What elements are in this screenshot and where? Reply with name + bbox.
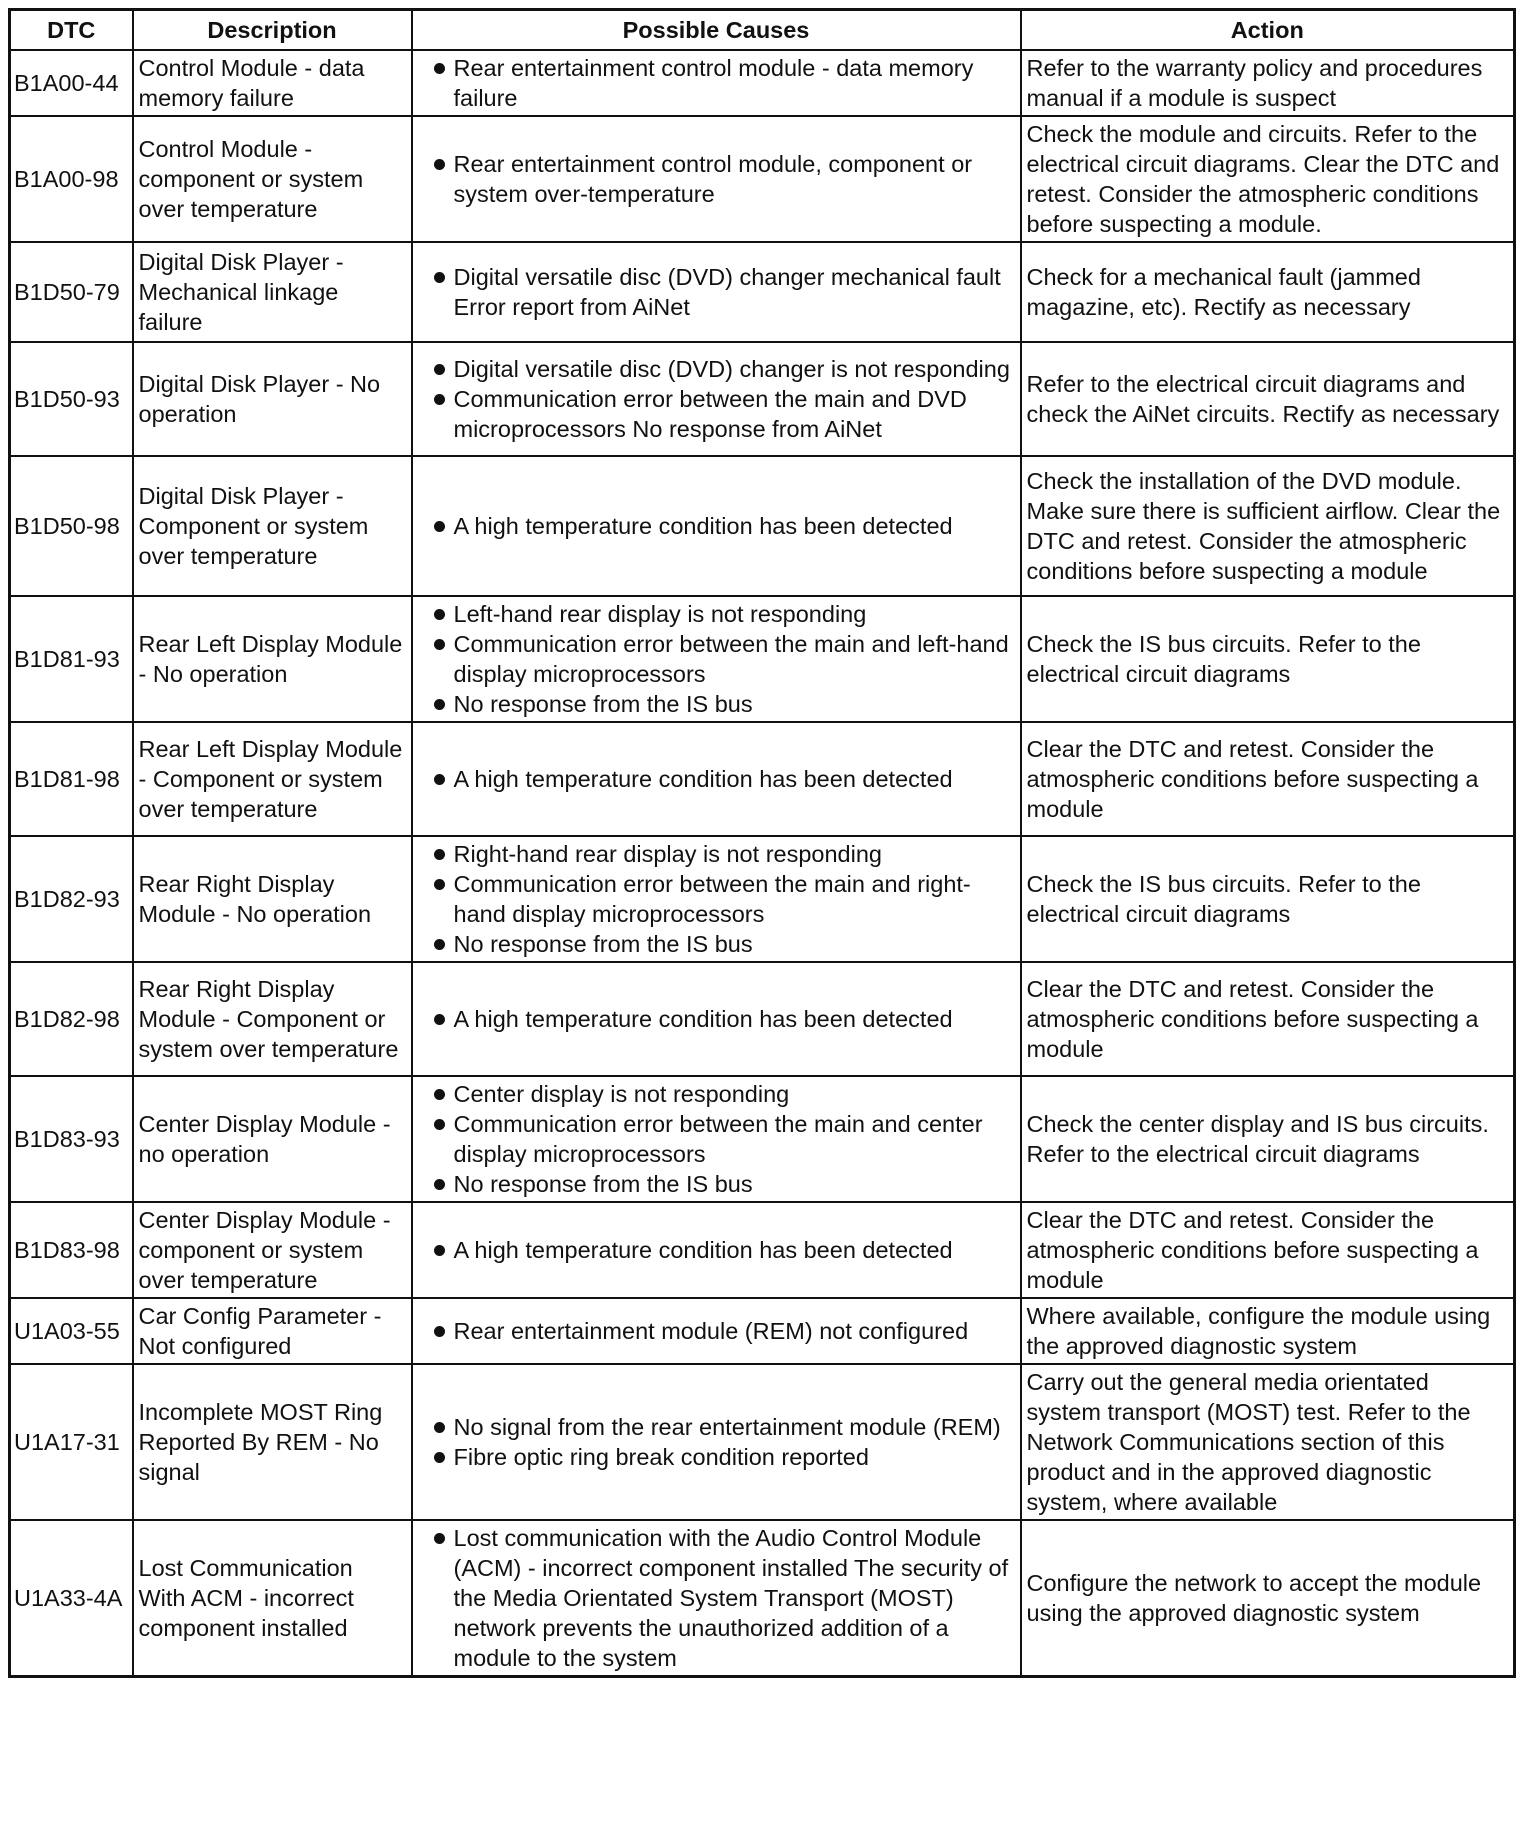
- possible-causes-cell: [412, 1364, 1021, 1520]
- dtc-code-cell: B1A00-98: [10, 116, 133, 242]
- description-cell: Car Config Parameter - Not configured: [133, 1298, 412, 1364]
- possible-causes-cell: [412, 1298, 1021, 1364]
- dtc-code-cell: B1D82-93: [10, 836, 133, 962]
- action-cell: Check the IS bus circuits. Refer to the electrical circuit diagrams: [1021, 596, 1515, 722]
- dtc-code-cell: U1A03-55: [10, 1298, 133, 1364]
- possible-causes-cell: [412, 116, 1021, 242]
- description-cell: Digital Disk Player - Mechanical linkage failure: [133, 242, 412, 342]
- cause-list-item: Fibre optic ring break condition reported: [418, 1442, 1015, 1472]
- cause-list-item: No response from the IS bus: [418, 929, 1015, 959]
- description-cell: Center Display Module - component or system over temperature: [133, 1202, 412, 1298]
- header-dtc: DTC: [10, 10, 133, 51]
- dtc-code-cell: B1D50-93: [10, 342, 133, 456]
- header-possible-causes: Possible Causes: [412, 10, 1021, 51]
- action-cell: Clear the DTC and retest. Consider the atmospheric conditions before suspecting a module: [1021, 962, 1515, 1076]
- action-cell: Check the module and circuits. Refer to the electrical circuit diagrams. Clear the DTC and retest. Consider the atmospheric conditions before suspecting a module.: [1021, 116, 1515, 242]
- table-row: [10, 836, 1515, 962]
- table-row: [10, 242, 1515, 342]
- header-description: Description: [133, 10, 412, 51]
- causes-list: [418, 262, 1015, 322]
- causes-list: [418, 839, 1015, 959]
- causes-list: [418, 354, 1015, 444]
- causes-list: [418, 599, 1015, 719]
- possible-causes-cell: [412, 342, 1021, 456]
- cause-list-item: A high temperature condition has been detected: [418, 764, 1015, 794]
- causes-list: [418, 149, 1015, 209]
- action-cell: Check for a mechanical fault (jammed magazine, etc). Rectify as necessary: [1021, 242, 1515, 342]
- cause-list-item: Rear entertainment control module, component or system over-temperature: [418, 149, 1015, 209]
- table-row: [10, 342, 1515, 456]
- causes-list: [418, 1523, 1015, 1673]
- possible-causes-cell: [412, 596, 1021, 722]
- dtc-code-cell: B1D50-79: [10, 242, 133, 342]
- description-cell: Rear Left Display Module - Component or system over temperature: [133, 722, 412, 836]
- table-body: [10, 50, 1515, 1677]
- cause-list-item: No response from the IS bus: [418, 689, 1015, 719]
- dtc-code-cell: B1A00-44: [10, 50, 133, 116]
- causes-list: [418, 511, 1015, 541]
- action-cell: Carry out the general media orientated system transport (MOST) test. Refer to the Network Communications section of this product and in the approved diagnostic system, where available: [1021, 1364, 1515, 1520]
- cause-list-item: Lost communication with the Audio Control Module (ACM) - incorrect component installed The security of the Media Orientated System Transport (MOST) network prevents the unauthorized addition of a module to the system: [418, 1523, 1015, 1673]
- cause-list-item: Rear entertainment control module - data memory failure: [418, 53, 1015, 113]
- dtc-code-cell: B1D82-98: [10, 962, 133, 1076]
- table-row: [10, 1520, 1515, 1677]
- causes-list: [418, 1412, 1015, 1472]
- cause-list-item: A high temperature condition has been detected: [418, 511, 1015, 541]
- dtc-table-container: [8, 8, 1513, 1678]
- table-row: [10, 1202, 1515, 1298]
- action-cell: Refer to the electrical circuit diagrams and check the AiNet circuits. Rectify as necessary: [1021, 342, 1515, 456]
- dtc-table: [8, 8, 1516, 1678]
- causes-list: [418, 1004, 1015, 1034]
- description-cell: Digital Disk Player - No operation: [133, 342, 412, 456]
- action-cell: Clear the DTC and retest. Consider the atmospheric conditions before suspecting a module: [1021, 722, 1515, 836]
- possible-causes-cell: [412, 1520, 1021, 1677]
- dtc-code-cell: U1A33-4A: [10, 1520, 133, 1677]
- cause-list-item: Right-hand rear display is not responding: [418, 839, 1015, 869]
- description-cell: Center Display Module - no operation: [133, 1076, 412, 1202]
- table-row: [10, 116, 1515, 242]
- description-cell: Control Module - component or system over temperature: [133, 116, 412, 242]
- action-cell: Check the IS bus circuits. Refer to the electrical circuit diagrams: [1021, 836, 1515, 962]
- dtc-code-cell: B1D83-98: [10, 1202, 133, 1298]
- action-cell: Check the installation of the DVD module. Make sure there is sufficient airflow. Clear the DTC and retest. Consider the atmospheric conditions before suspecting a module: [1021, 456, 1515, 596]
- possible-causes-cell: [412, 1202, 1021, 1298]
- possible-causes-cell: [412, 1076, 1021, 1202]
- dtc-code-cell: B1D50-98: [10, 456, 133, 596]
- header-row: [10, 10, 1515, 51]
- cause-list-item: Communication error between the main and center display microprocessors: [418, 1109, 1015, 1169]
- description-cell: Rear Left Display Module - No operation: [133, 596, 412, 722]
- cause-list-item: Digital versatile disc (DVD) changer is not responding: [418, 354, 1015, 384]
- causes-list: [418, 1316, 1015, 1346]
- dtc-code-cell: U1A17-31: [10, 1364, 133, 1520]
- table-row: [10, 1076, 1515, 1202]
- description-cell: Incomplete MOST Ring Reported By REM - No signal: [133, 1364, 412, 1520]
- causes-list: [418, 1235, 1015, 1265]
- description-cell: Lost Communication With ACM - incorrect component installed: [133, 1520, 412, 1677]
- possible-causes-cell: [412, 962, 1021, 1076]
- cause-list-item: A high temperature condition has been detected: [418, 1235, 1015, 1265]
- cause-list-item: Left-hand rear display is not responding: [418, 599, 1015, 629]
- cause-list-item: Communication error between the main and right-hand display microprocessors: [418, 869, 1015, 929]
- action-cell: Check the center display and IS bus circuits. Refer to the electrical circuit diagrams: [1021, 1076, 1515, 1202]
- description-cell: Rear Right Display Module - No operation: [133, 836, 412, 962]
- table-row: [10, 1298, 1515, 1364]
- possible-causes-cell: [412, 242, 1021, 342]
- causes-list: [418, 1079, 1015, 1199]
- table-row: [10, 456, 1515, 596]
- table-row: [10, 722, 1515, 836]
- cause-list-item: Center display is not responding: [418, 1079, 1015, 1109]
- action-cell: Configure the network to accept the module using the approved diagnostic system: [1021, 1520, 1515, 1677]
- dtc-code-cell: B1D81-93: [10, 596, 133, 722]
- description-cell: Rear Right Display Module - Component or system over temperature: [133, 962, 412, 1076]
- cause-list-item: Communication error between the main and DVD microprocessors No response from AiNet: [418, 384, 1015, 444]
- cause-list-item: Digital versatile disc (DVD) changer mechanical fault Error report from AiNet: [418, 262, 1015, 322]
- possible-causes-cell: [412, 722, 1021, 836]
- cause-list-item: Rear entertainment module (REM) not configured: [418, 1316, 1015, 1346]
- possible-causes-cell: [412, 50, 1021, 116]
- table-row: [10, 962, 1515, 1076]
- table-row: [10, 50, 1515, 116]
- cause-list-item: Communication error between the main and left-hand display microprocessors: [418, 629, 1015, 689]
- table-row: [10, 596, 1515, 722]
- causes-list: [418, 53, 1015, 113]
- cause-list-item: No response from the IS bus: [418, 1169, 1015, 1199]
- possible-causes-cell: [412, 456, 1021, 596]
- table-row: [10, 1364, 1515, 1520]
- causes-list: [418, 764, 1015, 794]
- dtc-code-cell: B1D81-98: [10, 722, 133, 836]
- description-cell: Digital Disk Player - Component or system over temperature: [133, 456, 412, 596]
- possible-causes-cell: [412, 836, 1021, 962]
- action-cell: Refer to the warranty policy and procedures manual if a module is suspect: [1021, 50, 1515, 116]
- description-cell: Control Module - data memory failure: [133, 50, 412, 116]
- action-cell: Clear the DTC and retest. Consider the atmospheric conditions before suspecting a module: [1021, 1202, 1515, 1298]
- header-action: Action: [1021, 10, 1515, 51]
- dtc-code-cell: B1D83-93: [10, 1076, 133, 1202]
- table-header: [10, 10, 1515, 51]
- cause-list-item: A high temperature condition has been detected: [418, 1004, 1015, 1034]
- action-cell: Where available, configure the module using the approved diagnostic system: [1021, 1298, 1515, 1364]
- cause-list-item: No signal from the rear entertainment module (REM): [418, 1412, 1015, 1442]
